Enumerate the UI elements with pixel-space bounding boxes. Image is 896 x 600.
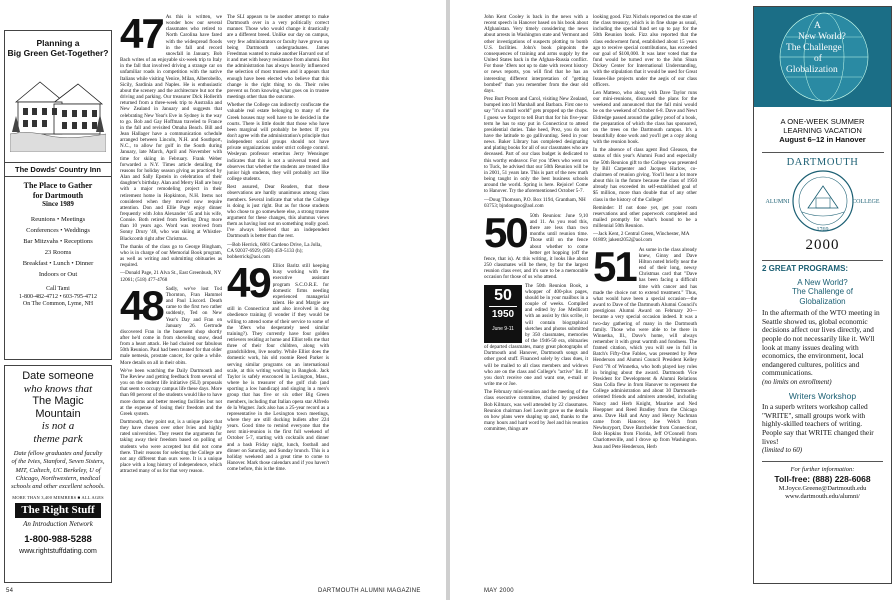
ad-service-1: Reunions • Meetings xyxy=(30,216,86,223)
cr1-para-1: John Kent Cooley is back in the news with a recent speech in Hanover based on his book about Afghanistan. Very timely considering the news about arrests in Washington state and Vermont and other investigations of suspects plotting to bomb U.S. facilities. John's book pinpoints the consequences of training and arms supply by the United States back in the Afghan-Russia conflict. For those '49ers not up to date with recent history or news reports, you will find that he has an interesting different interpretation of "getting bombed" than you remember from the dear old days. xyxy=(484,14,588,94)
dowds-inn-ad xyxy=(4,30,112,360)
ad-place-2: for Dartmouth xyxy=(32,190,84,200)
globe-of: of xyxy=(814,54,822,64)
rs-brand: The Right Stuff xyxy=(15,503,101,518)
column-47-48 xyxy=(120,14,222,586)
magazine-name: DARTMOUTH ALUMNI MAGAZINE xyxy=(318,588,421,594)
column-48-cont xyxy=(227,14,329,586)
c49-para-1: Elliot Baritz still keeping busy working with the executive assistant program S.C.O.R.E. for domestic firms needing experienced managerial talent. He and Margie are still in Connecticut and also involved in dog obedience training (I wonder if they would be willing to attend some of their service to some of the '49ers who desperately need similar training?). They currently have four golden retrievers residing at home and Elliot tells me that three of their four children, along with grandchildren, live nearby. While Elliot does the domestic work, his old roomie Reed Parker is serving similar programs on an international scale, at this writing working in Bangkok. Jack Taylor is safely ensconced in Lexington, Mass., where he is treasurer of the golf club (and sporting a low handicap) and singing in a men's group that has five or six other Big Green members, including that Italian opera star Alfredo de la Wagner. Jack also has a 25-year record as a representative in the Lexington town meetings, where they are still ducking bullets after 224 years. Good time to remind everyone that the next mini-reunion is the first full weekend of October 5-7, starting with cocktails and dinner and a bash Friday night, lunch, football and dinner on Saturday, and Sunday brunch. This is a holiday weekend and a great time to come to Hanover. Mark those calendars and if you haven't come before, this is the time. xyxy=(227,263,329,473)
rs-h6: theme park xyxy=(33,432,83,445)
inn-name: The Dowds' Country Inn xyxy=(5,162,111,177)
globe-globalization: Globalization xyxy=(786,65,838,75)
cr1-para-2: Prez Burt Proom and Carol, visiting New Zealand, bumped into Irl Marshall and Barbara. First one to say "it's a small world" gets propped up the chops. I guess we forgot to tell Burt that for his five-year term he has to stay put in Connecticut to attend presidential duties. Take heed, Prez, you do not have the latitude to go gallivanting. Send in your news. Baker Library has completed designating and plating books for all of our classmates who are deceased. Part of our class budget is dedicated to this worthy endeavor. For you '49ers who went on to Tuck, be advised that our 50th Reunion will be in 2001, 51 years late. This is part of the new math being taught in only the best business schools around the world. Spring is here. Rejoice! Come to Hanover. Try the aforementioned October 5-7. xyxy=(484,96,588,195)
right-page xyxy=(450,0,896,600)
class-47-notes xyxy=(120,14,222,283)
alumni-college-ad xyxy=(753,6,892,584)
c48-signature: —Bob Herrick, 6061 Cardeno Drive, La Jolla, CA 92037-6929; (858) 459-5133 (h); bobherrick@aol.com xyxy=(227,241,322,260)
p1-title-b: The Challenge of xyxy=(792,287,853,297)
ad-service-3: Bar Mitzvahs • Receptions xyxy=(23,238,93,245)
seal-college: COLLEGE xyxy=(852,199,880,205)
class-number-49: 49 xyxy=(227,259,270,307)
c48b-para-3: Rest assured, Dear Readers, that these observations are hardly unanimous among class members. Several indicate that what the College is doing is just right. But as for those students who chose to go somewhere else, a strong trustee argument for these changes, this alumnus views them as having lost out on something really good. I've always believed that an independent Dartmouth is better than the rest. xyxy=(227,184,329,240)
column-50-continued xyxy=(593,14,697,586)
c47-para-1: As this is written, we wonder how our several classmates who retired to North Carolina have fared with the widespread floods in the fall and record snowfall in January. Bob Bach writes of an enjoyable six-week trip to Italy in the fall that involved driving a strange car on unfamiliar roads in competition with the native Italians while visiting Venice, Milan, Alberobello, Sicily, Sardinia and Naples. He is enthusiastic about the scenery and the architecture but not the driving and parking. Our treasurer Dick Hollerith returned from a three-week trip to Australia and New Zealand in January and suggests that celebrating New Year's Eve in Sydney is the way to go. Bob and Gay Hoffman traveled to France in the fall and revisited Omaha Beach. Bill and Jean Hallager have a communication schedule arranged between Lincoln, N.H. and Southport, N.C., to allow for golf in the South during January, late March, April and November with time for skiing in February. Frank Weber forwarded a N.Y. Times article detailing the reasons for holiday season giving as practiced by Alan and Sally Epstein in celebration of their daughter's birthday. Alan and Merry Hall are busy with a major remodeling project in their retirement home in Hopkinton, N.H. Items not considered when they moved now require attention. Don and Ellie Page enjoy dinner frequently with John Alexander '45 and his wife, Connie. Both retired from Sterling Drug more than 10 years ago. Word was received from Sonny Drury '48, who was skiing at Whistler-Blackcomb right after Christmas. xyxy=(120,14,222,242)
cr3-para-3: In the absence of class agent Bud Gleason, the status of this year's Alumni Fund and especially the 50th Reunion gift to the College was presented by Bill Carpenter and Jacques Harlow, co-chairmen of reunion giving. You'll hear a lot more about this in the future because the class of 1950 already has exceeded its self-established goal of $5 million, more than double that of any other class in the history of the College! xyxy=(593,147,697,203)
ad-service-2: Conferences • Weddings xyxy=(26,227,90,234)
class-number-47: 47 xyxy=(120,14,163,57)
logo-50: 50 xyxy=(494,286,512,304)
ad-service-5: Breakfast • Lunch • Dinner xyxy=(22,260,94,267)
class-number-48: 48 xyxy=(120,281,163,329)
p2-title: Writers Workshop xyxy=(788,391,857,402)
rs-phone: 1-800-988-5288 xyxy=(24,534,92,546)
rs-tagline: An Introduction Network xyxy=(23,520,93,529)
ad-place-1: The Place to Gather xyxy=(23,181,93,190)
seal-alumni: ALUMNI xyxy=(765,199,790,205)
seal-dartmouth: DARTMOUTH xyxy=(786,157,859,168)
reunion-logo xyxy=(484,285,522,343)
college-one-week: A ONE-WEEK SUMMER xyxy=(780,117,865,126)
ad-since: Since 1989 xyxy=(42,200,74,208)
ad-address: On The Common, Lyme, NH xyxy=(22,301,94,307)
page-folio: 54 xyxy=(6,588,14,594)
p1-title-a: A New World? xyxy=(797,277,848,287)
seal-year: 1769 xyxy=(816,227,829,233)
globe-challenge: The Challenge xyxy=(786,43,842,53)
ad-call: Call Tami xyxy=(46,286,70,292)
class-48-notes xyxy=(120,281,222,475)
c48-para-2: We've been watching the Daily Dartmouth and The Review and getting feedback from several of you on the student life initiative (SLI) proposals that seem to occupy campus life these days. More than 80 percent of the students would like to have more dorms and better meeting facilities but not at the expense of losing their freedom and the Greek system. xyxy=(120,367,222,417)
class-50-notes xyxy=(484,208,588,433)
college-toll-free: Toll-free: (888) 228-6068 xyxy=(774,473,871,484)
c50-para-2: The 50th Reunion Book, a whopper of 400-plus pages, should be in your mailbox in a couple of weeks. Compiled and edited by Joe Medlicott with an assist by this scribe, it will contain biographical sketches and photos submitted by 350 classmates, memories of the 1946-50 era, obituaries of departed classmates, many great photographs of Dartmouth and Hanover, Dartmouth songs and other good stuff. Financed solely by class dues, it will be mailed to all class members and widows who are on the class and College's "active" list. If you don't receive one and want one, e-mail or write me or Joe. xyxy=(484,282,588,388)
ad-service-4: 23 Rooms xyxy=(44,249,72,256)
rs-h5: is not a xyxy=(41,420,75,432)
cr3-para-4: Reminder: If not done yet, get your room reservations and other paperwork completed and mailed promptly for what's bound to be a millennial 50th Reunion. xyxy=(593,204,697,230)
rs-body: Date fellow graduates and faculty of the Ivies, Stanford, Seven Sisters, MIT, Caltech, UC Berkeley, U of Chicago, Northwestern, medical schools and other excellent schools. xyxy=(11,450,105,491)
college-dates: August 6–12 in Hanover xyxy=(779,135,866,144)
inn-illustration xyxy=(10,62,106,152)
globe-a: A xyxy=(814,21,821,31)
cr3-para-2: Len Matteso, who along with Dave Taylor runs our mini-reunions, discussed the plans for the weekend and announced that the fall mini would be on the weekend of October 6-8. Dave and Newt Eldredge passed around the galley proof of a book, the preparation of which the class has sponsored, on the trees on the Dartmouth campus. It's a beautifully done work and you'll get a copy along with the reunion book. xyxy=(593,89,697,146)
c49-signature: —Doug Thomson, P.O. Box 1194, Grantham, NH 03753; bjndougtoo@aol.com xyxy=(484,196,586,209)
cr3-para-1: looking good. Fizz Nichols reported on the state of the class treasury, which is in fine shape as usual, including the special fund set up to pay for the 50th Reunion book. Fizz also reported that the class endowment fund, established about 15 years ago to receive special contributions, has exceeded our goal of $100,000. It was later voted that the fund would be turned over to the John Sloan Dickey Center for International Understanding, with the stipulation that it would be used for Great Issues-like projects under the aegis of our class officers. xyxy=(593,14,697,88)
left-page xyxy=(0,0,446,600)
college-year-2000: 2000 xyxy=(805,237,840,253)
logo-dates: June 9-11 xyxy=(492,325,514,332)
p2-note: (limited to 60) xyxy=(762,446,803,455)
rs-members: MORE THAN 3,400 MEMBERS ■ ALL AGES xyxy=(12,495,104,501)
c47-signature: —Donald Page, 21 Alva St., East Greenbush, NY 12061; (518) 477-4768 xyxy=(120,270,221,283)
column-49-continued xyxy=(484,14,588,586)
class-number-51: 51 xyxy=(593,242,636,290)
globe-banner xyxy=(754,7,891,107)
c48b-para-2: Whether the College can indirectly confiscate the valuable real estate belonging to many of the Greek houses may well have to be decided in the courts. There is little doubt that those who have been marginal will probably be better. If you don't agree with the administration's principle that independent social groups should not have private organizations under strict college control. Wesleyan professor emeritus Jerry Wensinger indicates that this is not a universal trend and observes that whether the students are treated like junior high students, they will probably act like college students. xyxy=(227,102,329,183)
rs-h4: Mountain xyxy=(35,407,81,420)
class-51-notes xyxy=(593,242,697,450)
programs-heading: 2 GREAT PROGRAMS: xyxy=(762,264,849,273)
c50-signature: —Jack Kent, 2 Central Green, Winchester, MA 01809; jakent2052@aol.com xyxy=(593,231,690,244)
rs-h2: who knows that xyxy=(23,382,93,395)
p2-body: In a superb writers workshop called "WRITE", small groups work with highly-skilled teachers of writing. People say that WRITE changed their lives! xyxy=(762,402,874,446)
p1-body: In the aftermath of the WTO meeting in Seattle showed us, global economic decisions affect our lives directly, and people do not necessarily like it. We'll look at many issues dealing with economics, the environment, local endangered cultures, politics and communications. xyxy=(762,308,880,378)
p1-title-c: Globalization xyxy=(799,296,846,306)
rs-h3: The Magic xyxy=(32,395,84,407)
c48-para-1: Sadly, we've lost Tod Thornton, Fran Hammel and Paul Liscord. Death came to the first two rather suddenly, Ted on New Year's Day and Fran on January 26. Gertrude discovered Fran in the basement shop shortly after he'd come in from shoveling snow, dead from a heart attack. He had chaired our fabulous 50th Reunion. Paul had been treated for that older male nemesis, prostate cancer, for quite a while. More details on all in their obits. xyxy=(120,285,222,366)
c50-para-1: 50th Reunion: June 9,10 and 11. As you read this, there are less than two months until reunion time. Those still on the fence about whether to come better get hopping (off the fence, that is). At this writing, it looks like about 250 classmates will be there, by far the largest reunion class ever, and it's sure to be a memorable occasion for those of us who attend. xyxy=(484,212,588,281)
college-email[interactable]: M.Joyce.Greene@Dartmouth.edu xyxy=(778,484,867,492)
globe-newworld: New World? xyxy=(798,32,846,42)
c51-para-1: As some in the class already knew, Ginny and Dave Hilton noted briefly near the end of their long, newsy Christmas card that "Dave has been facing a difficult time with cancer and has made the choice not to extend treatment." Thus, what would have been a special occasion—the award to Dave of the Dartmouth Alumni Council's prestigious Alumni Award on February 20—became a very special occasion indeed. It was a two-day gathering of many in the Dartmouth family. Those who were able to be there in Winnetka, Ill., Dave's home, will always remember it with great warmth and fondness. The framed citation, which you will see in full in Batch's Fifty-One Fables, was presented by Pete Henderson and Alumni Council President Kelley Ford '78 of Winnetka, who both played key roles in bringing about the award. Dartmouth Vice President for Development & Alumni Relations Stan Colla flew in from Hanover to represent the College administration and about 30 Dartmouth-oriented friends and admirers attended, including Nancy and Herb Knight, Maurine and Ned Hoeppner and Reed Bradley from the Chicago area. Dave Hall and Amy and Henry Nachman came from Hanover, Joe Welch from Newburyport, Dave Batchelder from Connecticut, Bob Hopkins from Florida, Jeff O'Connell from Charlottesville, and I drove up from Washington. Jean and Pete Henderson, Herb xyxy=(593,246,697,450)
c50-para-3: The February mini-reunion and the meeting of the class executive committee, chaired by president Bob Kilmarx, was well attended by 22 classmates. Reunion chairman Joel Leavitt gave us the details on how plans were shaping up and, thanks to the many hours and hard word by Joel and his reunion committee, things are xyxy=(484,389,588,433)
ad-service-6: Indoors or Out xyxy=(38,271,78,278)
c47-para-2: The thanks of the class go to George Bingham, who is in charge of our Memorial Book program, as well as writing and submitting obituaries as required. xyxy=(120,243,222,269)
class-number-50: 50 xyxy=(484,208,527,256)
college-learning: LEARNING VACATION xyxy=(783,126,862,135)
logo-1950: 1950 xyxy=(491,308,515,320)
p1-note: (no limits on enrollment) xyxy=(762,378,832,387)
c48b-para-1: The SLI appears to be another attempt to make Dartmouth over in a very politically correct manner. Those who would change it drastically are a different breed. Unlike our day on campus, very few administrators or faculty have grown up being Dartmouth undergraduates. James Freedman wanted to make another Harvard out of it and met with heavy resistance from alumni. But the administration has always heavily influenced the selection of most trustees and it appears that enough have been elected who believe that this change is the right thing to do. Their roles prevent us from knowing what goes on in trustee meetings other than the outcome. xyxy=(227,14,329,101)
college-web[interactable]: www.dartmouth.edu/alumni/ xyxy=(785,492,860,500)
c48-para-3: Dartmouth, they point out, is a unique place that they have chosen over other Ivies and highly rated universities. They resent the arguments for taking away their freedom based on polling of students who were accepted but did not come there. Their reasons for selecting the College are not any different than ours were. It is a unique place with a long history of independence, which attracted many of us for that very reason. xyxy=(120,419,222,475)
class-49-notes xyxy=(227,259,329,473)
info-label: For further information: xyxy=(790,465,855,473)
rs-web: www.rightstuffdating.com xyxy=(19,548,97,556)
ad-phone: 1-800-482-4712 • 603-795-4712 xyxy=(18,293,98,300)
ad-headline-2: Big Green Get-Together? xyxy=(7,48,109,58)
page-date: MAY 2000 xyxy=(484,588,514,594)
rs-h1: Date someone xyxy=(22,370,94,382)
right-stuff-ad xyxy=(4,365,112,583)
ad-headline-1: Planning a xyxy=(36,38,80,48)
